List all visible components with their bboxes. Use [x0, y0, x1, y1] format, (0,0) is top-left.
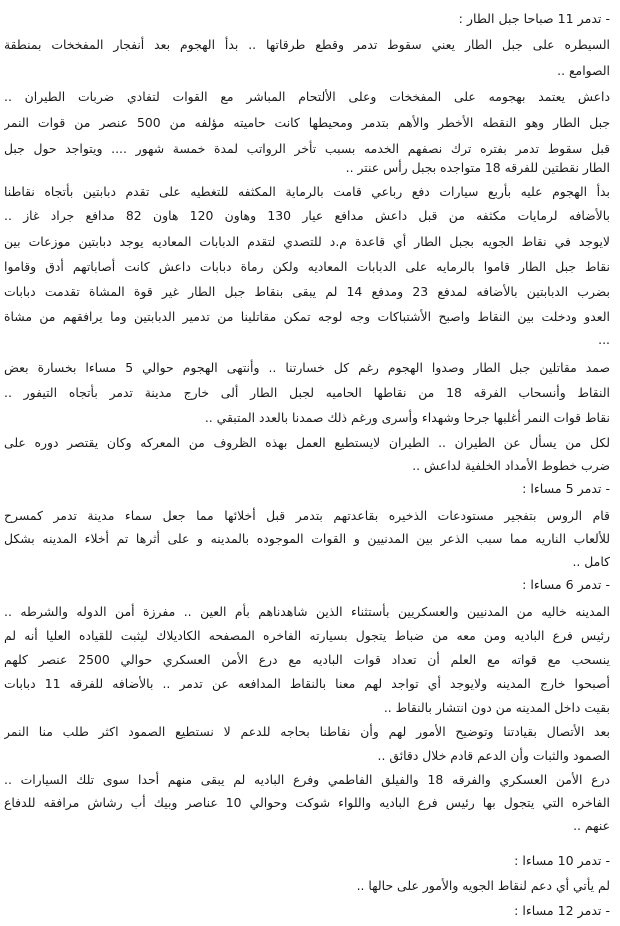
text-line: لايوجد في نقاط الجويه بجبل الطار أي قاعدة م.د للتصدي لتقدم الدبابات المعاديه يوجد دبابتين موزعات بين: [4, 234, 610, 249]
text-line: السيطره على جبل الطار يعني سقوط تدمر وقطع طرقاتها .. بدأ الهجوم بعد أنفجار المفخخات بمنطقة: [4, 37, 610, 52]
section-heading: - تدمر 6 مساءا :: [522, 577, 610, 592]
text-line: قام الروس بتفجير مستودعات الذخيره بقاعدتهم بتدمر قبل أخلائها مما جعل سماء مدينة تدمر كمسرح: [4, 508, 610, 523]
text-line: لم يأتي أي دعم لنقاط الجويه والأمور على حالها ..: [356, 878, 610, 893]
text-line: الصوامع ..: [557, 63, 610, 78]
text-line: صمد مقاتلين جبل الطار وصدوا الهجوم رغم كل خسارتنا .. وأنتهى الهجوم حوالي 5 مساءا بخسارة بعض: [4, 360, 610, 375]
text-line: الفاخره التي يتجول بها رئيس فرع الباديه واللواء شوكت وحوالي 10 عناصر وبيك أب رشاش مرافقه للدفاع: [4, 795, 610, 810]
text-line: بضرب الدبابتين بالأضافه لمدفع 23 ومدفع 14 لم يبقى بنقاط جبل الطار غير قوة المشاة تقدمت دبابات: [4, 284, 610, 299]
text-line: أصبحوا خارج المدينه ولايوجد أي تواجد لهم معنا بالنقاط المدافعه عن تدمر .. بالأضافه للفرقه 11 دبابات: [4, 676, 610, 691]
text-line: نقاط جبل الطار قاموا بالرمايه على الدبابات المعاديه ولكن رماة دبابات داعش كانت أصاباتهم أدق وقاموا: [4, 259, 610, 274]
section-heading: - تدمر 5 مساءا :: [522, 481, 610, 496]
text-line: ضرب خطوط الأمداد الخلفية لداعش ..: [412, 458, 610, 473]
text-line: العدو ودخلت بين النقاط واصبح الأشتباكات وجه لوجه تمكن مقاتلينا من تدمير الدبابتين وما يرافقهم من مشاة: [4, 309, 610, 324]
text-line: درع الأمن العسكري والفرقه 18 والفيلق الفاطمي وفرع الباديه لم يبقى منهم أحدا سوى تلك السيارات ..: [4, 772, 610, 787]
text-line: بالأضافه لرمايات مكثفه من قبل داعش مدافع عيار 130 وهاون 120 هاون 82 مدافع جراد غاز ..: [4, 208, 610, 223]
text-line: ينسحب مع قواته مع العلم أن تعداد قوات الباديه مع درع الأمن العسكري حوالي 2500 عنصر كلهم: [4, 652, 610, 667]
text-line: داعش يعتمد بهجومه على المفخخات وعلى الألتحام المباشر مع القوات لتفادي ضربات الطيران ..: [4, 89, 610, 104]
section-heading: - تدمر 10 مساءا :: [514, 853, 610, 868]
text-line: لكل من يسأل عن الطيران .. الطيران لايستطيع العمل بهذه الظروف من المعركه وكان يقتصر دوره على: [4, 435, 610, 450]
text-line: الطار نقطتين للفرقه 18 متواجده بجبل رأس عنتر ..: [345, 160, 610, 175]
text-line: النقاط وأنسحاب الفرقه 18 من نقاطها الحاميه لجبل الطار ألى خارج مدينة تدمر بأتجاه التيفور ..: [4, 385, 610, 400]
text-line: نقاط قوات النمر أغلبها جرحا وشهداء وأسرى ورغم ذلك صمدنا بالعدد المتبقي ..: [204, 410, 610, 425]
section-heading: - تدمر 12 مساءا :: [514, 903, 610, 918]
text-line: رئيس فرع الباديه ومن معه من ضباط يتجول بسيارته الفاخره المصفحه الكاديلاك ليثبت للقياده العليا أنه لم: [4, 628, 610, 643]
text-line: قبل سقوط تدمر بفتره ترك نصفهم الخدمه بسبب تأخر الرواتب لمدة خمسة شهور .... ويتواجد حول جبل: [4, 141, 610, 156]
text-line: ...: [598, 332, 610, 347]
text-line: كامل ..: [572, 554, 610, 569]
text-line: بقيت داخل المدينه من دون انتشار بالنقاط ..: [383, 700, 610, 715]
text-line: الصمود والثبات وأن الدعم قادم خلال دقائق ..: [377, 748, 610, 763]
text-line: عنهم ..: [573, 818, 610, 833]
text-line: المدينه خاليه من المدنيين والعسكريين بأستثناء الذين شاهدناهم بأم العين .. مفرزة أمن الدوله والشرطه ..: [4, 604, 610, 619]
text-line: بعد الأتصال بقيادتنا وتوضيح الأمور لهم وأن نقاطنا بحاجه للدعم لا نستطيع الصمود اكثر طلب منا النمر: [4, 724, 610, 739]
text-line: جبل الطار وهو النقطه الأخطر والأهم بتدمر ومحيطها كانت حاميته مؤلفه من 500 عنصر من قوات النمر: [4, 115, 610, 130]
section-heading: - تدمر 11 صباحا جبل الطار :: [458, 11, 610, 26]
text-line: بدأ الهجوم عليه بأربع سيارات دفع رباعي قامت بالرماية المكثفه للتغطيه على تقدم دبابتين بأتجاه نقاطنا: [4, 184, 610, 199]
text-line: للألعاب الناريه مما سبب الذعر بين المدنيين و القوات الموجوده بالمدينه و على أثرها تم أخلاء المدينه بشكل: [4, 531, 610, 546]
document-body: [4, 0, 618, 926]
